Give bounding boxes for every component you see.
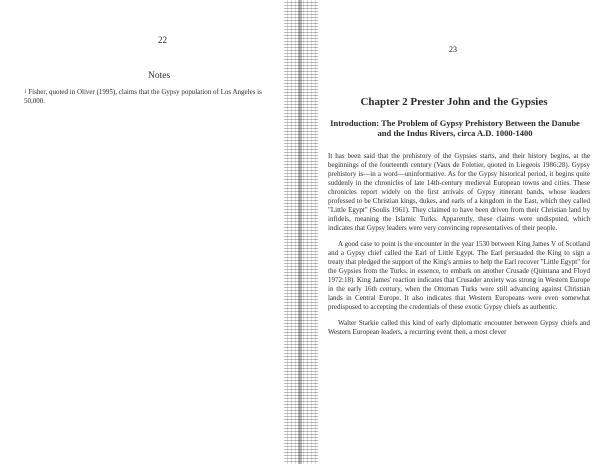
footnote-text: Fisher, quoted in Oliver (1995), claims that the Gypsy population of Los Angeles is 50,000. (24, 88, 262, 105)
notes-heading: Notes (148, 71, 171, 81)
body-text (328, 152, 590, 344)
paragraph: Walter Starkie called this kind of early diplomatic encounter between Gypsy chiefs and Western European leaders, a recurring event then, a most clever (328, 319, 590, 336)
paragraph: It has been said that the prehistory of the Gypsies starts, and their history begins, at the beginnings of the fourteenth century (Vaux de Foletier, quoted in Liegeois 1986:28). Gypsy prehistory is—in a word—uninformative. As for the Gypsy historical period, it begins quite suddenly in the chronicles of late 14th-century medieval European towns and cities. These chronicles report widely on the first arrivals of Gypsy itinerant bands, whose leaders professed to be Christian kings, dukes, and earls of a kingdom in the East, which they called "Little Egypt" (Soulis 1961). They claimed to have been driven from their Christian land by infidels, meaning the Islamic Turks. Apparently, these claims were undisputed, which indicates that Gypsy leaders were very convincing representatives of their people. (328, 152, 590, 232)
section-title: Introduction: The Problem of Gypsy Prehistory Between the Danube and the Indus Rivers, circa A.D. 1000-1400 (330, 118, 580, 138)
left-page (0, 0, 284, 464)
paragraph: A good case to point is the encounter in the year 1530 between King James V of Scotland and a Gypsy chief called the Earl of Little Egypt. The Earl persuaded the King to sign a treaty that pledged the support of the King's armies to help the Earl recover "Little Egypt" for the Gypsies from the Turks, in essence, to embark on another Crusade (Quintana and Floyd 1972:18). King James' reaction indicates that Crusader anxiety was strong in Western Europe in the early 16th century, when the Ottoman Turks were still advancing against Christian lands in Central Europe. It also indicates that Western Europeans were even somewhat predisposed to accepting the credentials of these exotic Gypsy chiefs as authentic. (328, 240, 590, 311)
footnote (24, 88, 279, 106)
right-page (318, 0, 600, 464)
page-number-right: 23 (449, 45, 457, 54)
book-spine-line (298, 0, 302, 464)
footnote-marker: 1 (24, 90, 27, 95)
chapter-title: Chapter 2 Prester John and the Gypsies (360, 96, 548, 108)
page-number-left: 22 (158, 35, 167, 45)
